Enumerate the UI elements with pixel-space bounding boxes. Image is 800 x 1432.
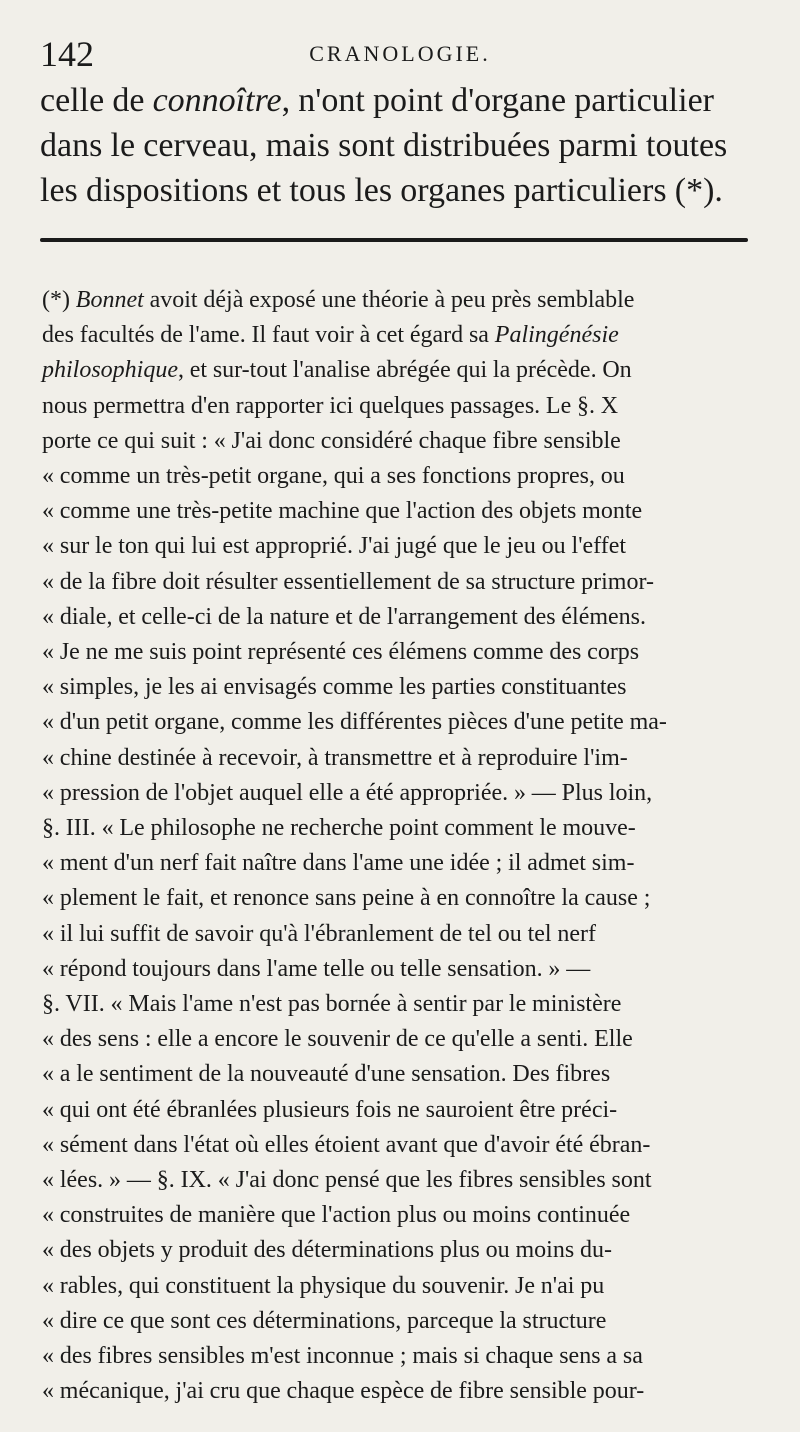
footnote-line: philosophique, et sur-tout l'analise abrégée qui la précède. On <box>42 357 632 384</box>
footnote-line: « de la fibre doit résulter essentiellement de sa structure primor- <box>42 568 654 595</box>
footnote-line: « des objets y produit des déterminations plus ou moins du- <box>42 1237 612 1264</box>
footnote-line: « pression de l'objet auquel elle a été appropriée. » — Plus loin, <box>42 779 653 806</box>
footnote-line: « Je ne me suis point représenté ces élémens comme des corps <box>42 639 640 666</box>
main-text-line: dans le cerveau, mais sont distribuées parmi toutes <box>40 127 728 164</box>
footnote-line: « chine destinée à recevoir, à transmettre et à reproduire l'im- <box>42 744 628 771</box>
italic-text: philosophique <box>42 357 178 384</box>
footnote-line: « a le sentiment de la nouveauté d'une sensation. Des fibres <box>42 1061 611 1088</box>
footnote-line: §. VII. « Mais l'ame n'est pas bornée à sentir par le ministère <box>42 991 622 1018</box>
page-header <box>40 34 760 74</box>
footnote-line: « lées. » — §. IX. « J'ai donc pensé que les fibres sensibles sont <box>42 1167 652 1194</box>
footnote-line: §. III. « Le philosophe ne recherche point comment le mouve- <box>42 815 636 842</box>
italic-text: connoître <box>152 82 282 119</box>
running-title: CRANOLOGIE. <box>309 41 491 66</box>
footnote-line: « d'un petit organe, comme les différentes pièces d'une petite ma- <box>42 709 667 736</box>
page-number: 142 <box>40 34 94 74</box>
footnote-line: « sur le ton qui lui est approprié. J'ai jugé que le jeu ou l'effet <box>42 533 627 560</box>
italic-text: Bonnet <box>75 287 144 313</box>
footnote-line: « dire ce que sont ces déterminations, parceque la structure <box>42 1307 607 1334</box>
footnote-line: des facultés de l'ame. Il faut voir à cet égard sa Palingénésie <box>42 322 619 349</box>
footnote-line: « simples, je les ai envisagés comme les parties constituantes <box>42 674 627 701</box>
footnote-line: « sément dans l'état où elles étoient avant que d'avoir été ébran- <box>42 1131 651 1158</box>
footnote-line: « mécanique, j'ai cru que chaque espèce de fibre sensible pour- <box>42 1378 645 1405</box>
footnote-line: « construites de manière que l'action plus ou moins continuée <box>42 1202 631 1229</box>
italic-text: Palingénésie <box>494 322 619 349</box>
footnote-line: « des fibres sensibles m'est inconnue ; mais si chaque sens a sa <box>42 1343 643 1370</box>
footnote-line: « il lui suffit de savoir qu'à l'ébranlement de tel ou tel nerf <box>42 920 597 947</box>
footnote <box>42 283 760 1410</box>
footnote-line: porte ce qui suit : « J'ai donc considéré chaque fibre sensible <box>42 427 621 454</box>
footnote-line: « diale, et celle-ci de la nature et de l'arrangement des élémens. <box>42 603 647 630</box>
footnote-line: « comme une très-petite machine que l'action des objets monte <box>42 498 643 525</box>
footnote-line: « ment d'un nerf fait naître dans l'ame une idée ; il admet sim- <box>42 850 635 877</box>
main-text-line: les dispositions et tous les organes particuliers (*). <box>40 172 723 209</box>
footnote-line: « rables, qui constituent la physique du souvenir. Je n'ai pu <box>42 1272 605 1299</box>
footnote-line: nous permettra d'en rapporter ici quelques passages. Le §. X <box>42 392 619 419</box>
footnote-line: « répond toujours dans l'ame telle ou telle sensation. » — <box>42 955 591 982</box>
footnote-line: « qui ont été ébranlées plusieurs fois ne sauroient être préci- <box>42 1096 618 1123</box>
footnote-line: (*) Bonnet avoit déjà exposé une théorie à peu près semblable <box>42 287 635 313</box>
footnote-line: « comme un très-petit organe, qui a ses fonctions propres, ou <box>42 463 625 490</box>
footnote-line: « des sens : elle a encore le souvenir de ce qu'elle a senti. Elle <box>42 1026 633 1053</box>
footnote-separator-rule <box>40 238 748 242</box>
main-paragraph <box>40 78 760 213</box>
main-text-line: celle de connoître, n'ont point d'organe particulier <box>40 82 714 119</box>
footnote-line: « plement le fait, et renonce sans peine à en connoître la cause ; <box>42 885 651 912</box>
